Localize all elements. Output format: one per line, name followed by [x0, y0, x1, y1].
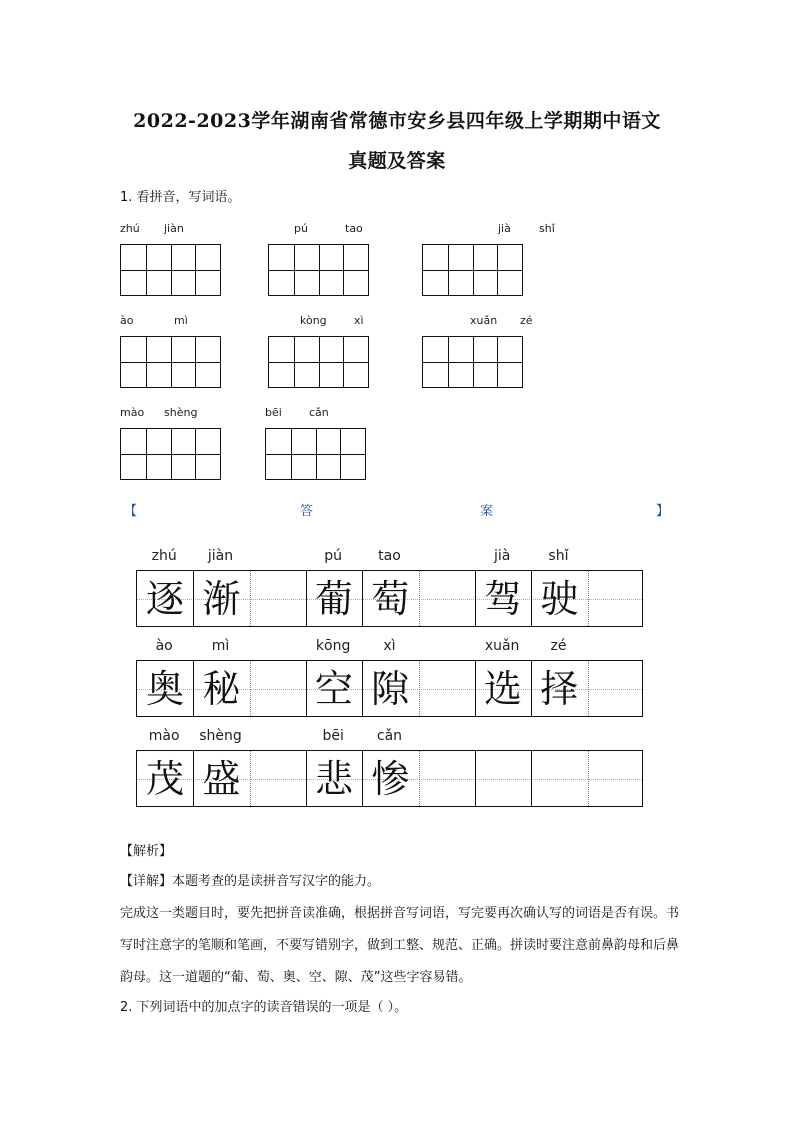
answer-pinyin: mì [211, 638, 230, 654]
answer-pinyin: xì [383, 638, 396, 654]
question-pinyin: ào [120, 314, 134, 327]
answer-pinyin: tao [378, 548, 401, 564]
answer-pinyin: bēi [322, 728, 344, 744]
writing-box[interactable] [120, 428, 221, 480]
answer-char: 驶 [540, 577, 579, 621]
answer-bracket-open: 【 [124, 504, 138, 519]
answer-char: 选 [483, 667, 522, 711]
question-pinyin: xì [354, 314, 364, 327]
writing-box[interactable] [422, 336, 523, 388]
answer-pinyin: kōng [315, 638, 351, 654]
question-1: 1. 看拼音，写词语。 [120, 190, 241, 205]
answer-row [136, 750, 643, 807]
question-pinyin: shǐ [539, 222, 555, 235]
question-pinyin: jià [498, 222, 511, 235]
answer-pinyin: pú [324, 548, 343, 564]
answer-pinyin: jià [493, 548, 511, 564]
writing-box[interactable] [120, 244, 221, 296]
question-pinyin: shèng [164, 406, 198, 419]
answer-cell [475, 751, 531, 806]
answer-cell [250, 751, 306, 806]
analysis-label: 【解析】 [120, 844, 173, 859]
answer-pinyin: xuǎn [484, 638, 520, 654]
writing-box[interactable] [268, 244, 369, 296]
writing-box[interactable] [268, 336, 369, 388]
page-title: 2022-2023学年湖南省常德市安乡县四年级上学期期中语文 [133, 110, 661, 132]
answer-char: 盛 [202, 757, 241, 801]
analysis-paragraph: 完成这一类题目时，要先把拼音读准确，根据拼音写词语，写完要再次确认写的词语是否有误。书写时注意字的笔顺和笔画，不要写错别字，做到工整、规范、正确。拼读时要注意前鼻韵母和后鼻韵母。这一道题的“葡、萄、奥、空、隙、茂”这些字容易错。 [120, 906, 680, 985]
question-pinyin: zé [520, 314, 533, 327]
answer-bracket-close: 】 [656, 504, 670, 519]
answer-char: 茂 [145, 757, 184, 801]
answer-pinyin: shǐ [548, 548, 569, 564]
answer-label-b: 案 [480, 504, 494, 519]
answer-cell [588, 661, 644, 716]
answer-char: 隙 [371, 667, 410, 711]
answer-pinyin: zé [550, 638, 567, 654]
writing-box[interactable] [120, 336, 221, 388]
box-midline [423, 270, 522, 271]
answer-pinyin: zhú [151, 548, 177, 564]
question-pinyin: cǎn [309, 406, 329, 419]
question-pinyin: bēi [265, 406, 282, 419]
question-pinyin: mì [174, 314, 188, 327]
question-pinyin: kòng [300, 314, 327, 327]
question-pinyin: zhú [120, 222, 140, 235]
answer-pinyin: ào [155, 638, 173, 654]
answer-cell [531, 751, 587, 806]
answer-pinyin: shèng [199, 728, 242, 744]
answer-char: 葡 [314, 577, 353, 621]
answer-char: 空 [314, 667, 353, 711]
box-midline [423, 362, 522, 363]
answer-pinyin: cǎn [376, 728, 403, 744]
answer-cell [250, 661, 306, 716]
answer-char: 择 [540, 667, 579, 711]
answer-cell [419, 751, 475, 806]
box-midline [266, 454, 365, 455]
box-midline [121, 270, 220, 271]
answer-char: 驾 [483, 577, 522, 621]
answer-char: 秘 [202, 667, 241, 711]
answer-label-a: 答 [300, 504, 314, 519]
box-midline [121, 454, 220, 455]
answer-pinyin: jiàn [207, 548, 234, 564]
answer-cell [419, 661, 475, 716]
question-pinyin: jiàn [164, 222, 184, 235]
answer-pinyin: mào [148, 728, 180, 744]
answer-cell [419, 571, 475, 626]
question-pinyin: mào [120, 406, 145, 419]
question-pinyin: tao [345, 222, 363, 235]
answer-row [136, 660, 643, 717]
question-pinyin: xuǎn [470, 314, 498, 327]
answer-char: 萄 [371, 577, 410, 621]
answer-char: 奥 [145, 667, 184, 711]
answer-cell [250, 571, 306, 626]
detail-text: 【详解】本题考查的是读拼音写汉字的能力。 [120, 874, 381, 889]
answer-row [136, 570, 643, 627]
answer-char: 渐 [202, 577, 241, 621]
question-2: 2. 下列词语中的加点字的读音错误的一项是（ ）。 [120, 1000, 408, 1015]
page-title-line2: 真题及答案 [348, 150, 446, 172]
box-midline [121, 362, 220, 363]
answer-cell [588, 751, 644, 806]
box-midline [269, 362, 368, 363]
question-pinyin: pú [294, 222, 308, 235]
box-midline [269, 270, 368, 271]
answer-char: 逐 [145, 577, 184, 621]
writing-box[interactable] [422, 244, 523, 296]
answer-char: 悲 [314, 757, 353, 801]
answer-char: 惨 [371, 757, 410, 801]
answer-cell [588, 571, 644, 626]
writing-box[interactable] [265, 428, 366, 480]
